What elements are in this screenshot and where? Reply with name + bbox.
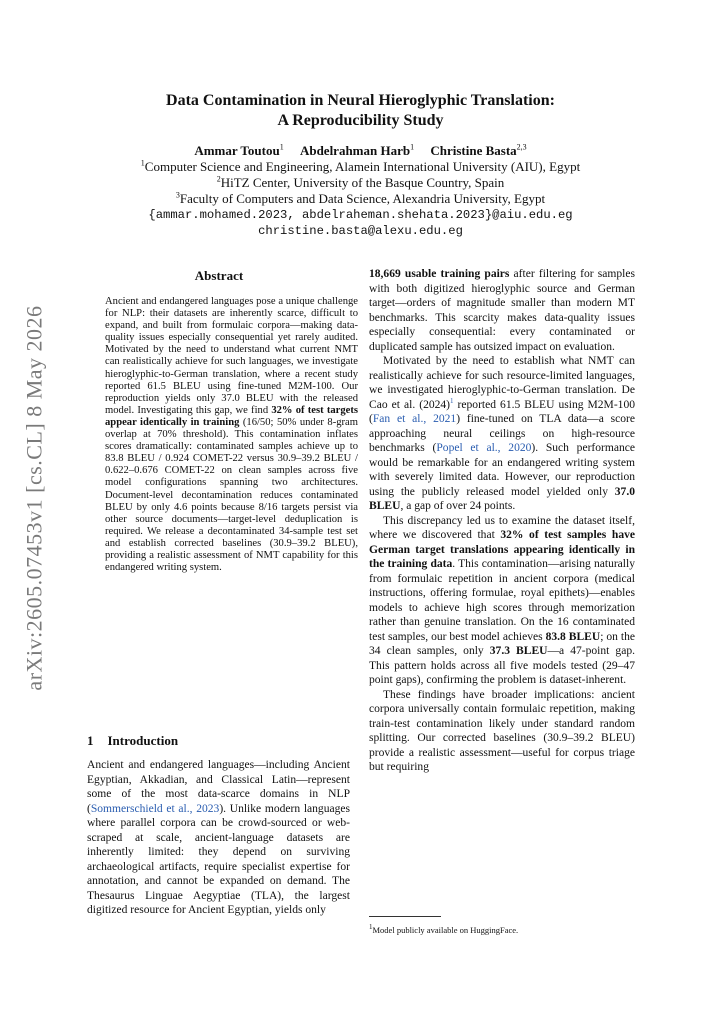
paragraph: 18,669 usable training pairs after filtering for samples with both digitized hieroglyphic source and German target—orders of magnitude smaller than modern MT benchmarks. This scarcity makes data-quality issues especially consequential: every contaminated or duplicated sample has outsized impact on evaluation. (369, 268, 635, 353)
affiliation: $^1$Computer Science and Engineering, Alamein International University (AIU), Egypt (140, 158, 581, 174)
paragraph: Ancient and endangered languages—including Ancient Egyptian, Akkadian, and Classical Latin—represent some of the most data-scarce domains in NLP (Sommerschield et al., 2023). Unlike modern languages where parallel corpora can be crowd-sourced or web-scraped at scale, ancient-language datasets are inherently limited: they depend on surviving archaeological artifacts, require specialist expertise for annotation, and cannot be expanded on demand. The Thesaurus Linguae Aegyptiae (TLA), the largest digitized resource for Ancient Egyptian, yields only (87, 759, 350, 916)
abstract-heading: Abstract (194, 268, 244, 283)
footnote: $^1$Model publicly available on HuggingFace. (369, 923, 519, 935)
author-name: Christine Basta (430, 143, 517, 158)
affiliation: $^3$Faculty of Computers and Data Science, Alexandria University, Egypt (175, 190, 546, 206)
intro-column-left (87, 758, 350, 918)
section-heading: 1 Introduction (87, 733, 179, 748)
footnote-divider (369, 916, 441, 917)
affiliation: $^2$HiTZ Center, University of the Basque Country, Spain (216, 174, 505, 190)
author-emails: {ammar.mohamed.2023, abdelraheman.shehata.2023}@aiu.edu.eg christine.basta@alexu.edu.eg (148, 208, 573, 238)
footnote-marker[interactable]: 1 (450, 396, 454, 405)
author-name: Ammar Toutou (194, 143, 280, 158)
author-list: Ammar Toutou$^1$ Abdelrahman Harb$^1$ Christine Basta$^{2,3}$ (194, 142, 527, 158)
paragraph: This discrepancy led us to examine the dataset itself, where we discovered that 32% of test samples have German target translations appearing identically in the training data. This contamination—arising naturally from formulaic repetition in ancient corpora (medical instructions, offering formulae, royal epithets)—enables models to achieve high scores through memorization rather than genuine translation. On the 16 contaminated test samples, our best model achieves 83.8 BLEU; on the 34 clean samples, only 37.3 BLEU—a 47-point gap. This pattern holds across all five models tested (29–47 point gaps), confirming the problem is dataset-inherent. (369, 514, 635, 686)
paragraph: Motivated by the need to establish what NMT can realistically achieve for such resource-limited languages, we investigated hieroglyphic-to-German translation. De Cao et al. (2024)$^1$ reported 61.5 BLEU using M2M-100 (Fan et al., 2021) fine-tuned on TLA data—a score approaching neural ceilings on high-resource benchmarks (Popel et al., 2020). Such performance would be remarkable for an endangered writing system with severely limited data. However, our reproduction using the publicly released model yielded only 37.0 BLEU, a gap of over 24 points. (369, 355, 636, 512)
paper-title: Data Contamination in Neural Hieroglyphic Translation: A Reproducibility Study (166, 92, 555, 129)
intro-column-right (369, 267, 635, 775)
arxiv-stamp: arXiv:2605.07453v1 [cs.CL] 8 May 2026 (22, 304, 47, 691)
abstract-text: Ancient and endangered languages pose a unique challenge for NLP: their datasets are inherently scarce, difficult to expand, and built from formulaic corpora—making data-quality issues especially consequential yet rarely audited. Motivated by the need to understand what current NMT can realistically achieve for such languages, we investigate hieroglyphic-to-German translation, where a recent study reported 61.5 BLEU using fine-tuned M2M-100. Our reproduction yields only 37.0 BLEU with the released model. Investigating this gap, we find 32% of test targets appear identically in training (16/50; 50% under 8-gram overlap at 70% threshold). This contamination inflates scores dramatically: contaminated samples achieve up to 83.8 BLEU / 0.924 COMET-22 versus 30.9–39.2 BLEU / 0.622–0.676 COMET-22 on clean samples across five model configurations spanning two architectures. Document-level decontamination reduces contaminated BLEU by only 4.6 points because 8/16 targets persist via other source documents—target-level deduplication is required. We release a decontaminated 34-sample test set and establish corrected baselines (30.9–39.2 BLEU), providing a realistic assessment of NMT capability for this endangered writing system. (105, 296, 359, 574)
paragraph: These findings have broader implications: ancient corpora universally contain formulaic repetition, making train-test contamination likely under standard random splitting. Our corrected baselines (30.9–39.2 BLEU) provide a realistic assessment—useful for corpus triage but requiring (369, 688, 635, 773)
citation-link[interactable]: Fan et al., 2021 (372, 413, 457, 425)
citation-link[interactable]: Sommerschield et al., 2023 (90, 802, 220, 815)
citation-link[interactable]: Popel et al., 2020 (436, 442, 532, 454)
author-name: Abdelrahman Harb (299, 143, 411, 158)
author-block (0, 142, 721, 239)
